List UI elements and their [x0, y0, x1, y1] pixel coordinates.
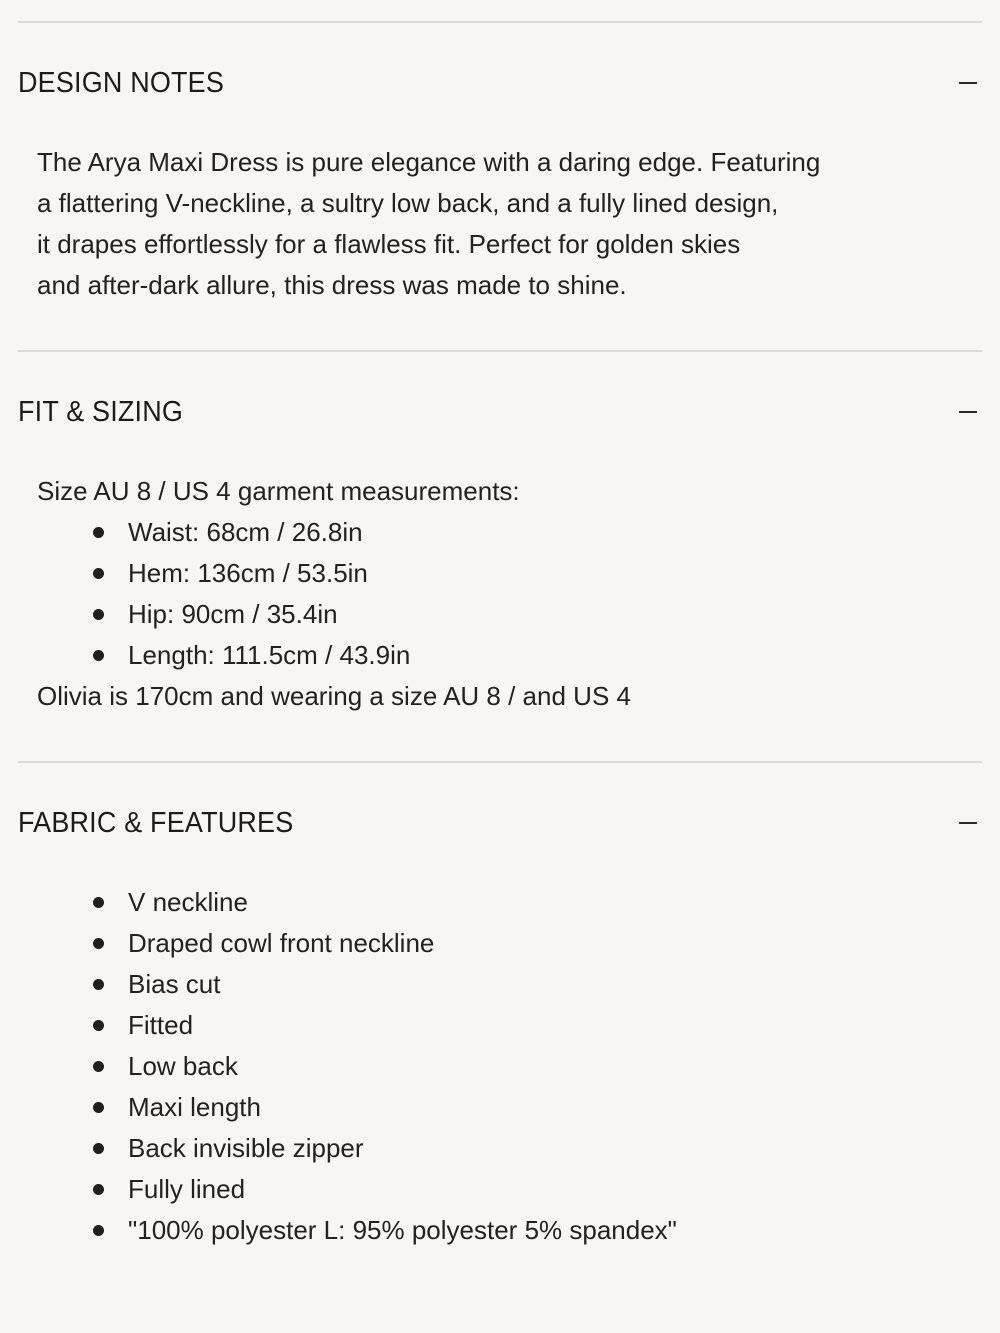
features-list: [0, 882, 1000, 1251]
minus-icon[interactable]: [959, 822, 977, 824]
design-notes-header[interactable]: [18, 63, 982, 103]
bullet-icon: [93, 650, 104, 661]
list-item: Bias cut: [0, 964, 1000, 1005]
list-item: "100% polyester L: 95% polyester 5% spandex": [0, 1210, 1000, 1251]
bullet-icon: [93, 1143, 104, 1154]
list-item: Draped cowl front neckline: [0, 923, 1000, 964]
design-notes-title: DESIGN NOTES: [18, 66, 225, 99]
section-divider: [18, 21, 982, 23]
bullet-icon: [93, 1020, 104, 1031]
design-notes-line: The Arya Maxi Dress is pure elegance with a daring edge. Featuring: [37, 147, 821, 177]
list-item: Maxi length: [0, 1087, 1000, 1128]
design-notes-line: it drapes effortlessly for a flawless fit. Perfect for golden skies: [37, 229, 741, 259]
list-item: Waist: 68cm / 26.8in: [0, 512, 1000, 553]
list-item: Fully lined: [0, 1169, 1000, 1210]
list-item: V neckline: [0, 882, 1000, 923]
bullet-icon: [93, 1102, 104, 1113]
list-item: Fitted: [0, 1005, 1000, 1046]
bullet-icon: [93, 1061, 104, 1072]
fit-sizing-intro: Size AU 8 / US 4 garment measurements:: [37, 476, 520, 506]
bullet-icon: [93, 1225, 104, 1236]
fit-sizing-title: FIT & SIZING: [18, 395, 184, 428]
list-item: Low back: [0, 1046, 1000, 1087]
bullet-icon: [93, 897, 104, 908]
fabric-features-title: FABRIC & FEATURES: [18, 806, 294, 839]
design-notes-line: and after-dark allure, this dress was made to shine.: [37, 270, 627, 300]
fabric-features-header[interactable]: [18, 803, 982, 843]
fit-sizing-header[interactable]: [18, 392, 982, 432]
list-item: Back invisible zipper: [0, 1128, 1000, 1169]
list-item: Hem: 136cm / 53.5in: [0, 553, 1000, 594]
bullet-icon: [93, 1184, 104, 1195]
measurements-list: [0, 512, 1000, 676]
bullet-icon: [93, 979, 104, 990]
section-divider: [18, 761, 982, 763]
bullet-icon: [93, 609, 104, 620]
section-divider: [18, 350, 982, 352]
model-note: Olivia is 170cm and wearing a size AU 8 / and US 4: [37, 681, 631, 711]
design-notes-body: [37, 142, 937, 306]
minus-icon[interactable]: [959, 82, 977, 84]
minus-icon[interactable]: [959, 411, 977, 413]
list-item: Hip: 90cm / 35.4in: [0, 594, 1000, 635]
bullet-icon: [93, 527, 104, 538]
bullet-icon: [93, 568, 104, 579]
bullet-icon: [93, 938, 104, 949]
list-item: Length: 111.5cm / 43.9in: [0, 635, 1000, 676]
design-notes-line: a flattering V-neckline, a sultry low back, and a fully lined design,: [37, 188, 779, 218]
